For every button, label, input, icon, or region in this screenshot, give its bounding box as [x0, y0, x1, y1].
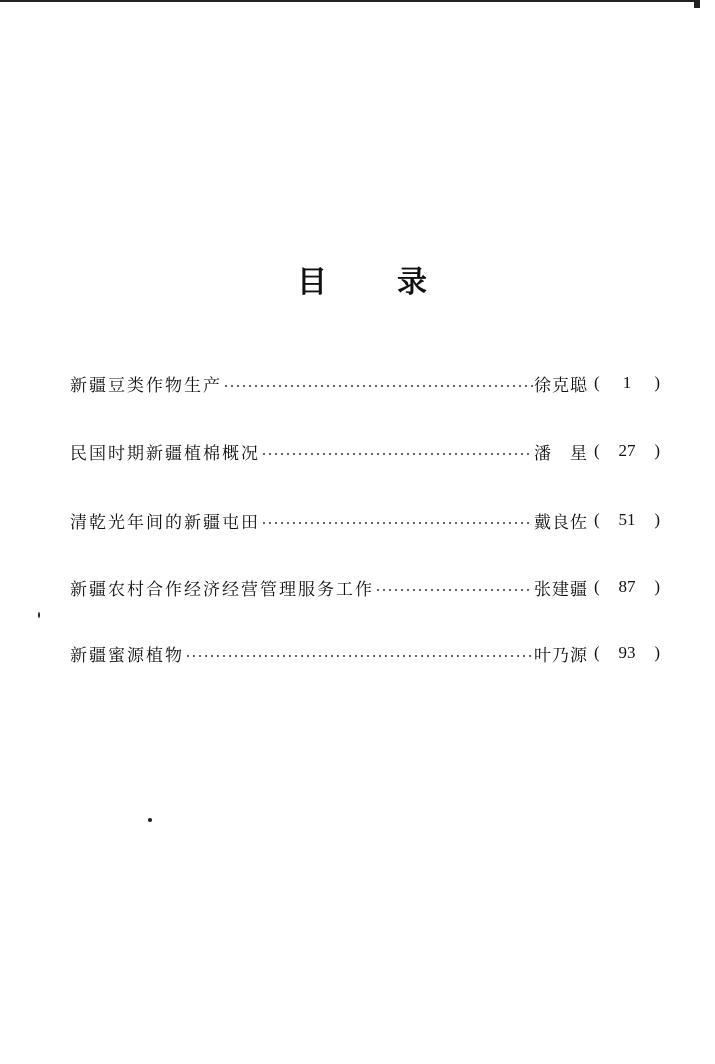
paren-open: ( [594, 373, 600, 392]
toc-entry-page [588, 441, 660, 461]
toc-entry-title: 民国时期新疆植棉概况 [70, 443, 260, 464]
toc-entry-page [588, 643, 660, 663]
paren-open: ( [594, 510, 600, 529]
toc-entry-author: 潘 星 [534, 443, 588, 464]
page-title-char-2: 录 [397, 265, 427, 300]
toc-entry-page [588, 577, 660, 597]
page-title [297, 263, 427, 303]
toc-entry-author: 张建疆 [534, 579, 588, 600]
toc-dot-leader [185, 655, 533, 657]
toc-entry[interactable] [70, 365, 660, 401]
toc-entry-author: 叶乃源 [534, 645, 588, 666]
paren-close: ) [654, 441, 660, 460]
toc-entry-page [588, 373, 660, 393]
scan-speck [38, 612, 40, 618]
page-number: 87 [618, 577, 636, 596]
toc-entry-author: 徐克聪 [534, 375, 588, 396]
toc-dot-leader [223, 385, 533, 387]
toc-dot-leader [375, 589, 533, 591]
page-number: 27 [618, 441, 636, 460]
toc-entry[interactable] [70, 433, 660, 469]
top-border-rule [0, 0, 700, 2]
toc-entry[interactable] [70, 502, 660, 538]
toc-entry-author: 戴良佐 [534, 512, 588, 533]
toc-entry-title: 新疆农村合作经济经营管理服务工作 [70, 579, 374, 600]
paren-open: ( [594, 577, 600, 596]
page-number: 1 [622, 373, 632, 392]
paren-close: ) [654, 510, 660, 529]
toc-entry-title: 清乾光年间的新疆屯田 [70, 512, 260, 533]
paren-close: ) [654, 643, 660, 662]
toc-entry[interactable] [70, 635, 660, 671]
top-corner-mark [694, 0, 700, 8]
toc-entry-title: 新疆蜜源植物 [70, 645, 184, 666]
toc-entry-title: 新疆豆类作物生产 [70, 375, 222, 396]
paren-close: ) [654, 373, 660, 392]
page-title-char-1: 目 [297, 265, 327, 300]
toc-entry-page [588, 510, 660, 530]
paren-open: ( [594, 643, 600, 662]
page-number: 93 [618, 643, 636, 662]
paren-close: ) [654, 577, 660, 596]
toc-dot-leader [261, 522, 533, 524]
scan-speck [148, 818, 152, 822]
page-number: 51 [618, 510, 636, 529]
toc-dot-leader [261, 453, 533, 455]
toc-entry[interactable] [70, 569, 660, 605]
paren-open: ( [594, 441, 600, 460]
